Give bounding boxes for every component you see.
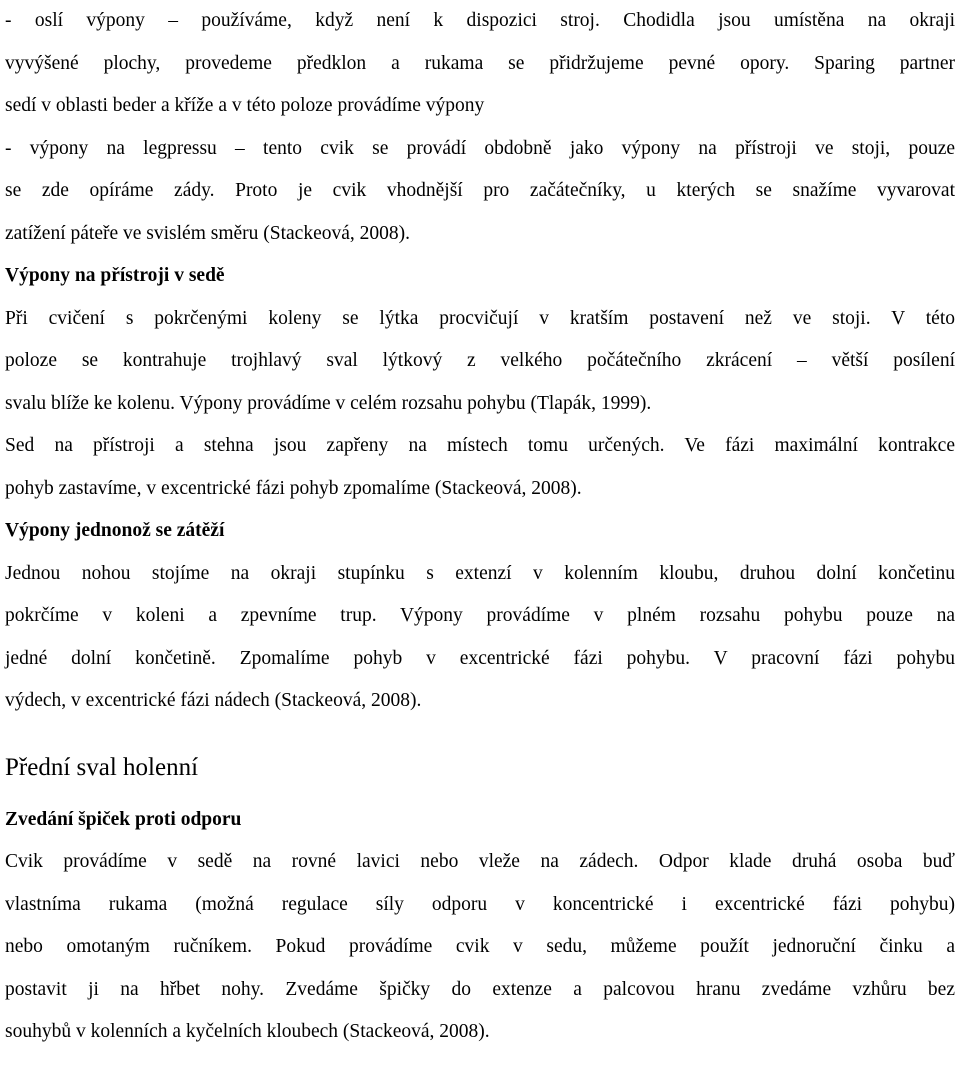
paragraph-seated-machine <box>5 425 955 510</box>
text-line: postavit ji na hřbet nohy. Zvedáme špičky do extenze a palcovou hranu zvedáme vzhůru bez <box>5 978 955 1000</box>
text-line: pohyb zastavíme, v excentrické fázi pohyb zpomalíme (Stackeová, 2008). <box>5 477 582 499</box>
text-line: vyvýšené plochy, provedeme předklon a rukama se přidržujeme pevné opory. Sparing partner <box>5 52 955 74</box>
text-line: Jednou nohou stojíme na okraji stupínku s extenzí v kolenním kloubu, druhou dolní končetinu <box>5 562 955 584</box>
text-line: výdech, v excentrické fázi nádech (Stackeová, 2008). <box>5 690 422 711</box>
text-line: poloze se kontrahuje trojhlavý sval lýtkový z velkého počátečního zkrácení – větší posílení <box>5 350 955 371</box>
text-line: - oslí výpony – používáme, když není k dispozici stroj. Chodidla jsou umístěna na okraji <box>5 10 955 31</box>
text-line: sedí v oblasti beder a kříže a v této poloze provádíme výpony <box>5 95 485 116</box>
heading-seated-calf-raises: Výpony na přístroji v sedě <box>5 265 225 286</box>
text-line: vlastníma rukama (možná regulace síly odporu v koncentrické i excentrické fázi pohybu) <box>5 893 955 915</box>
paragraph-calf-raises-donkey <box>5 0 955 128</box>
text-line: svalu blíže ke kolenu. Výpony provádíme v celém rozsahu pohybu (Tlapák, 1999). <box>5 392 652 414</box>
text-line: se zde opíráme zády. Proto je cvik vhodnější pro začátečníky, u kterých se snažíme vyvarovat <box>5 180 955 201</box>
text-line: - výpony na legpressu – tento cvik se provádí obdobně jako výpony na přístroji ve stoji, pouze <box>5 137 955 159</box>
paragraph-calf-raises-legpress <box>5 128 955 256</box>
text-line: zatížení páteře ve svislém směru (Stackeová, 2008). <box>5 222 411 244</box>
paragraph-toe-raises <box>5 841 955 1054</box>
text-line: nebo omotaným ručníkem. Pokud provádíme cvik v sedu, můžeme použít jednoruční činku a <box>5 936 955 957</box>
text-line: souhybů v kolenních a kyčelních kloubech (Stackeová, 2008). <box>5 1021 490 1042</box>
text-line: pokrčíme v koleni a zpevníme trup. Výpony provádíme v plném rozsahu pohybu pouze na <box>5 605 955 626</box>
heading-toe-raises: Zvedání špiček proti odporu <box>5 808 242 830</box>
paragraph-single-leg <box>5 553 955 723</box>
heading-single-leg-calf-raises: Výpony jednonož se zátěží <box>5 520 225 541</box>
document-page <box>5 0 955 1054</box>
text-line: Při cvičení s pokrčenými koleny se lýtka procvičují v kratším postavení než ve stoji. V této <box>5 307 955 329</box>
text-line: Cvik provádíme v sedě na rovné lavici nebo vleže na zádech. Odpor klade druhá osoba buď <box>5 851 955 872</box>
section-title-tibialis-anterior: Přední sval holenní <box>5 753 199 781</box>
text-line: Sed na přístroji a stehna jsou zapřeny na místech tomu určených. Ve fázi maximální kontrakce <box>5 435 955 456</box>
text-line: jedné dolní končetině. Zpomalíme pohyb v excentrické fázi pohybu. V pracovní fázi pohybu <box>5 647 955 669</box>
paragraph-seated-bent-knees <box>5 298 955 426</box>
